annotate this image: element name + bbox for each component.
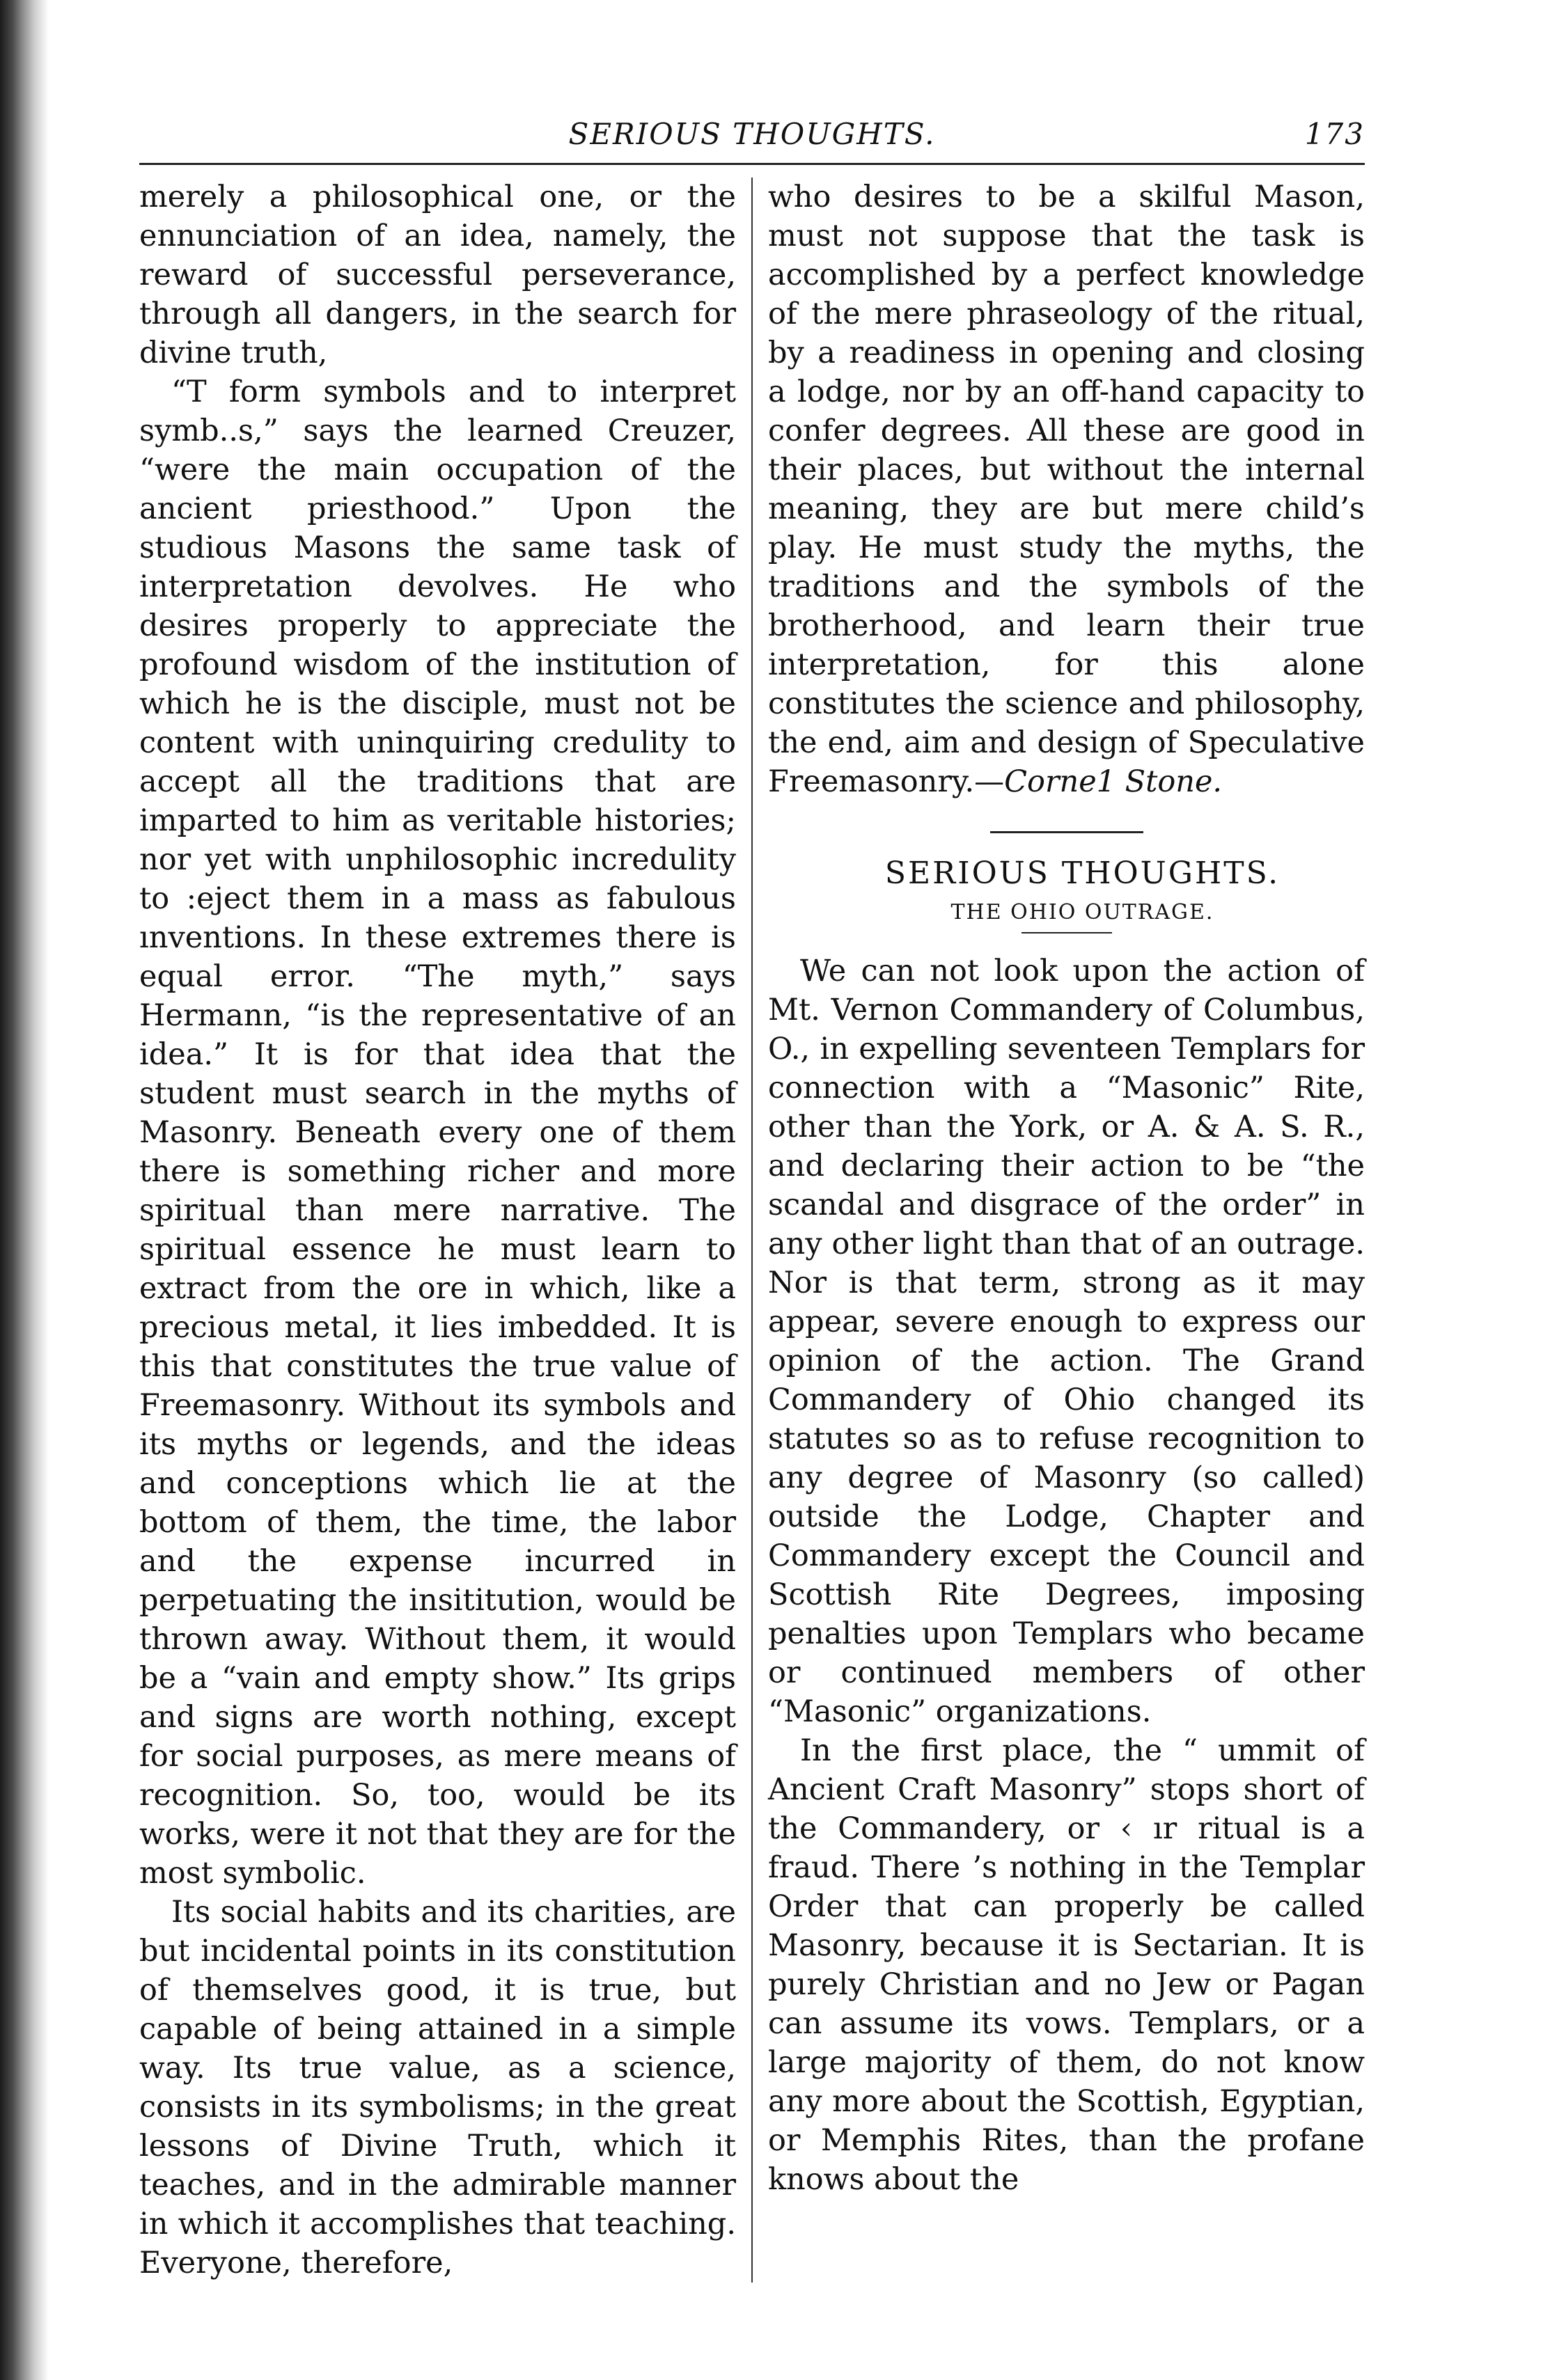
text-columns (139, 178, 1365, 2283)
left-paragraph-1: merely a philosophical one, or the ennunciation of an idea, namely, the reward of successful perseverance, through all dangers, in the search for divine truth, (139, 180, 736, 370)
left-column (139, 178, 751, 2283)
book-binding-edge (0, 0, 49, 2380)
right-paragraph-1: We can not look upon the action of Mt. Vernon Commandery of Columbus, O., in expelling seventeen Templars for connection with a “Masonic” Rite, other than the York, or A. & A. S. R., and declaring their action to be “the scandal and disgrace of the order” in any other light than that of an outrage. Nor is that term, strong as it may appear, severe enough to express our opinion of the action. The Grand Commandery of Ohio changed its statutes so as to refuse recognition to any degree of Masonry (so called) outside the Lodge, Chapter and Commandery except the Council and Scottish Rite Degrees, imposing penalties upon Templars who became or continued members of other “Masonic” organizations. (768, 954, 1365, 1729)
left-paragraph-3: Its social habits and its charities, are but incidental points in its constitution of themselves good, it is true, but capable of being attained in a simple way. Its true value, as a science, consists in its symbolisms; in the great lessons of Divine Truth, which it teaches, and in the admirable manner in which it accomplishes that teaching. Everyone, therefore, (139, 1895, 736, 2280)
left-paragraph-2: “T form symbols and to interpret symb..s,” says the learned Creuzer, “were the main occupation of the ancient priesthood.” Upon the studious Masons the same task of interpretation devolves. He who desires properly to appreciate the profound wisdom of the institution of which he is the disciple, must not be content with uninquiring credulity to accept all the traditions that are imparted to him as veritable histories; nor yet with unphilosophic incredulity to :eject them in a mass as fabulous ınventions. In these extremes there is equal error. “The myth,” says Hermann, “is the representative of an idea.” It is for that idea that the student must search in the myths of Masonry. Beneath every one of them there is something richer and more spiritual than mere narrative. The spiritual essence he must learn to extract from the ore in which, like a precious metal, it lies imbedded. It is this that constitutes the true value of Freemasonry. Without its symbols and its myths or legends, and the ideas and conceptions which lie at the bottom of them, the time, the labor and the expense incurred in perpetuating the insititution, would be thrown away. Without them, it would be a “vain and empty show.” Its grips and signs are worth nothing, except for social purposes, as mere means of recognition. So, too, would be its works, were it not that they are for the most symbolic. (139, 375, 736, 1891)
right-paragraph-2: In the first place, the “ ummit of Ancient Craft Masonry” stops short of the Commandery, or ‹ ır ritual is a fraud. There ’s nothing in the Templar Order that can properly be called Masonry, because it is Sectarian. It is purely Christian and no Jew or Pagan can assume its vows. Templars, or a large majority of them, do not know any more about the Scottish, Egyptian, or Memphis Rites, than the profane knows about the (768, 1733, 1365, 2197)
continuation-text: who desires to be a skilful Mason, must not suppose that the task is accomplished by a perfect knowledge of the mere phraseology of the ritual, by a readiness in opening and closing a lodge, nor by an off-hand capacity to confer degrees. All these are good in their places, but without the internal meaning, they are but mere child’s play. He must study the myths, the traditions and the symbols of the brotherhood, and learn their true interpretation, for this alone constitutes the science and philosophy, the end, aim and design of Speculative Freemasonry.— (768, 180, 1365, 799)
section-title: SERIOUS THOUGHTS. (884, 856, 1281, 891)
article-subtitle: THE OHIO OUTRAGE. (950, 900, 1214, 924)
page (139, 104, 1365, 2283)
running-header (139, 104, 1365, 160)
header-rule (139, 163, 1365, 165)
right-column (753, 178, 1365, 2283)
page-number: 173 (1304, 117, 1365, 151)
subtitle-rule (1021, 932, 1112, 933)
right-continuation (768, 178, 1365, 801)
section-ornament (768, 821, 1365, 842)
running-title: SERIOUS THOUGHTS. (568, 117, 936, 151)
ornament-rule (990, 831, 1143, 833)
source-signature: Corne1 Stone. (1004, 764, 1223, 799)
